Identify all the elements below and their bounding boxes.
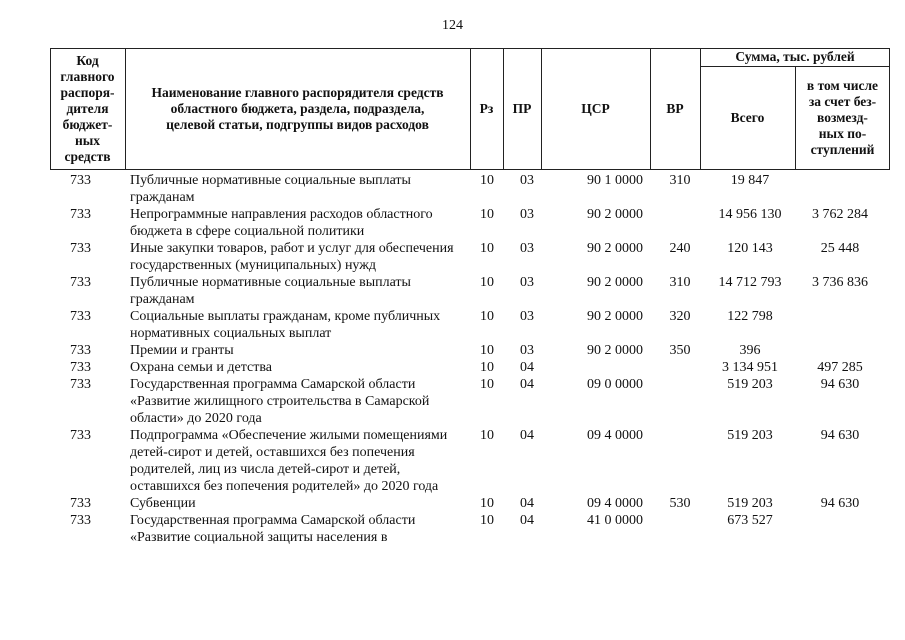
header-free	[795, 66, 890, 170]
row-code: 733	[70, 377, 91, 392]
row-code: 733	[70, 428, 91, 443]
row-free: 25 448	[820, 241, 860, 256]
row-code: 733	[70, 173, 91, 188]
table-row	[50, 427, 890, 495]
row-code: 733	[70, 343, 91, 358]
row-total: 120 143	[727, 241, 773, 256]
header-code-line: главного	[60, 69, 115, 84]
row-name: Охрана семьи и детства	[130, 360, 272, 375]
row-rz: 10	[480, 241, 494, 256]
row-vr: 530	[669, 496, 691, 511]
header-code-line: средств	[64, 149, 111, 164]
row-name: Публичные нормативные социальные выплаты гражданам	[130, 275, 411, 307]
header-vr: ВР	[666, 101, 684, 116]
header-rz: Рз	[479, 101, 494, 116]
row-rz: 10	[480, 173, 494, 188]
row-total: 3 134 951	[722, 360, 778, 375]
row-name: Государственная программа Самарской области «Развитие социальной защиты населения в	[130, 513, 416, 545]
row-rz: 10	[480, 496, 494, 511]
row-pr: 03	[520, 309, 534, 324]
row-csr: 41 0 0000	[587, 513, 643, 528]
header-code-line: бюджет-	[62, 117, 113, 132]
header-code-line: Код	[76, 53, 99, 68]
row-csr: 90 2 0000	[587, 309, 643, 324]
row-code: 733	[70, 207, 91, 222]
table-row	[50, 274, 890, 308]
row-pr: 04	[520, 513, 534, 528]
row-free: 3 762 284	[812, 207, 868, 222]
row-vr: 350	[669, 343, 691, 358]
table-row	[50, 308, 890, 342]
header-name-line: областного бюджета, раздела, подраздела,	[170, 101, 425, 116]
row-csr: 90 2 0000	[587, 343, 643, 358]
row-total: 519 203	[727, 377, 773, 392]
row-rz: 10	[480, 377, 494, 392]
table-row	[50, 512, 890, 546]
row-rz: 10	[480, 207, 494, 222]
row-rz: 10	[480, 275, 494, 290]
row-free: 497 285	[817, 360, 863, 375]
row-total: 519 203	[727, 428, 773, 443]
table-row	[50, 359, 890, 376]
row-free: 3 736 836	[812, 275, 868, 290]
row-total: 19 847	[730, 173, 770, 188]
row-csr: 90 2 0000	[587, 275, 643, 290]
row-rz: 10	[480, 428, 494, 443]
row-rz: 10	[480, 360, 494, 375]
row-code: 733	[70, 513, 91, 528]
row-total: 14 712 793	[718, 275, 782, 290]
row-name: Непрограммные направления расходов областного бюджета в сфере социальной политики	[130, 207, 433, 239]
row-name: Государственная программа Самарской области «Развитие жилищного строительства в Самарской области» до 2020 года	[130, 377, 430, 426]
table-header	[50, 48, 890, 170]
page-number: 124	[442, 18, 463, 33]
header-free-line: в том числе	[806, 78, 879, 93]
row-code: 733	[70, 275, 91, 290]
row-pr: 03	[520, 343, 534, 358]
row-vr: 310	[669, 275, 691, 290]
row-pr: 04	[520, 496, 534, 511]
row-name: Социальные выплаты гражданам, кроме публичных нормативных социальных выплат	[130, 309, 441, 341]
row-total: 396	[739, 343, 761, 358]
row-csr: 09 4 0000	[587, 428, 643, 443]
table-row	[50, 206, 890, 240]
header-code	[50, 48, 125, 170]
row-name: Публичные нормативные социальные выплаты гражданам	[130, 173, 411, 205]
header-csr: ЦСР	[581, 101, 610, 116]
header-free-line: ных по-	[818, 126, 867, 141]
row-rz: 10	[480, 343, 494, 358]
row-free: 94 630	[820, 428, 860, 443]
row-code: 733	[70, 241, 91, 256]
row-pr: 03	[520, 207, 534, 222]
row-pr: 04	[520, 428, 534, 443]
row-total: 14 956 130	[718, 207, 782, 222]
table-row	[50, 376, 890, 427]
row-rz: 10	[480, 309, 494, 324]
row-total: 673 527	[727, 513, 773, 528]
row-pr: 03	[520, 275, 534, 290]
header-total: Всего	[730, 110, 765, 125]
row-rz: 10	[480, 513, 494, 528]
row-code: 733	[70, 309, 91, 324]
header-sum: Сумма, тыс. рублей	[735, 49, 855, 64]
row-code: 733	[70, 496, 91, 511]
row-code: 733	[70, 360, 91, 375]
header-pr: ПР	[512, 101, 532, 116]
row-vr: 310	[669, 173, 691, 188]
header-name	[125, 48, 470, 170]
table-row	[50, 172, 890, 206]
header-code-line: дителя	[66, 101, 109, 116]
row-total: 122 798	[727, 309, 773, 324]
row-csr: 90 2 0000	[587, 241, 643, 256]
row-csr: 90 2 0000	[587, 207, 643, 222]
row-free: 94 630	[820, 377, 860, 392]
row-csr: 09 0 0000	[587, 377, 643, 392]
row-free: 94 630	[820, 496, 860, 511]
table-row	[50, 495, 890, 512]
row-name: Подпрограмма «Обеспечение жилыми помещениями детей-сирот и детей, оставшихся без попечения родителей, лиц из числа детей-сирот и детей, оставшихся без попечения родителей» до 2020 года	[130, 428, 448, 494]
row-pr: 03	[520, 173, 534, 188]
header-free-line: возмезд-	[817, 110, 868, 125]
header-code-line: распоря-	[60, 85, 115, 100]
row-name: Премии и гранты	[130, 343, 234, 358]
table-row	[50, 240, 890, 274]
header-code-line: ных	[74, 133, 101, 148]
row-pr: 04	[520, 377, 534, 392]
row-vr: 240	[669, 241, 691, 256]
row-csr: 09 4 0000	[587, 496, 643, 511]
row-vr: 320	[669, 309, 691, 324]
header-name-line: Наименование главного распорядителя средств	[151, 85, 444, 100]
header-name-line: целевой статьи, подгруппы видов расходов	[166, 117, 429, 132]
table-row	[50, 342, 890, 359]
row-name: Иные закупки товаров, работ и услуг для обеспечения государственных (муниципальных) нужд	[130, 241, 454, 273]
header-free-line: ступлений	[810, 142, 875, 157]
row-pr: 04	[520, 360, 534, 375]
header-free-line: за счет без-	[808, 94, 877, 109]
row-name: Субвенции	[130, 496, 196, 511]
row-pr: 03	[520, 241, 534, 256]
row-total: 519 203	[727, 496, 773, 511]
row-csr: 90 1 0000	[587, 173, 643, 188]
table-body	[50, 172, 890, 546]
